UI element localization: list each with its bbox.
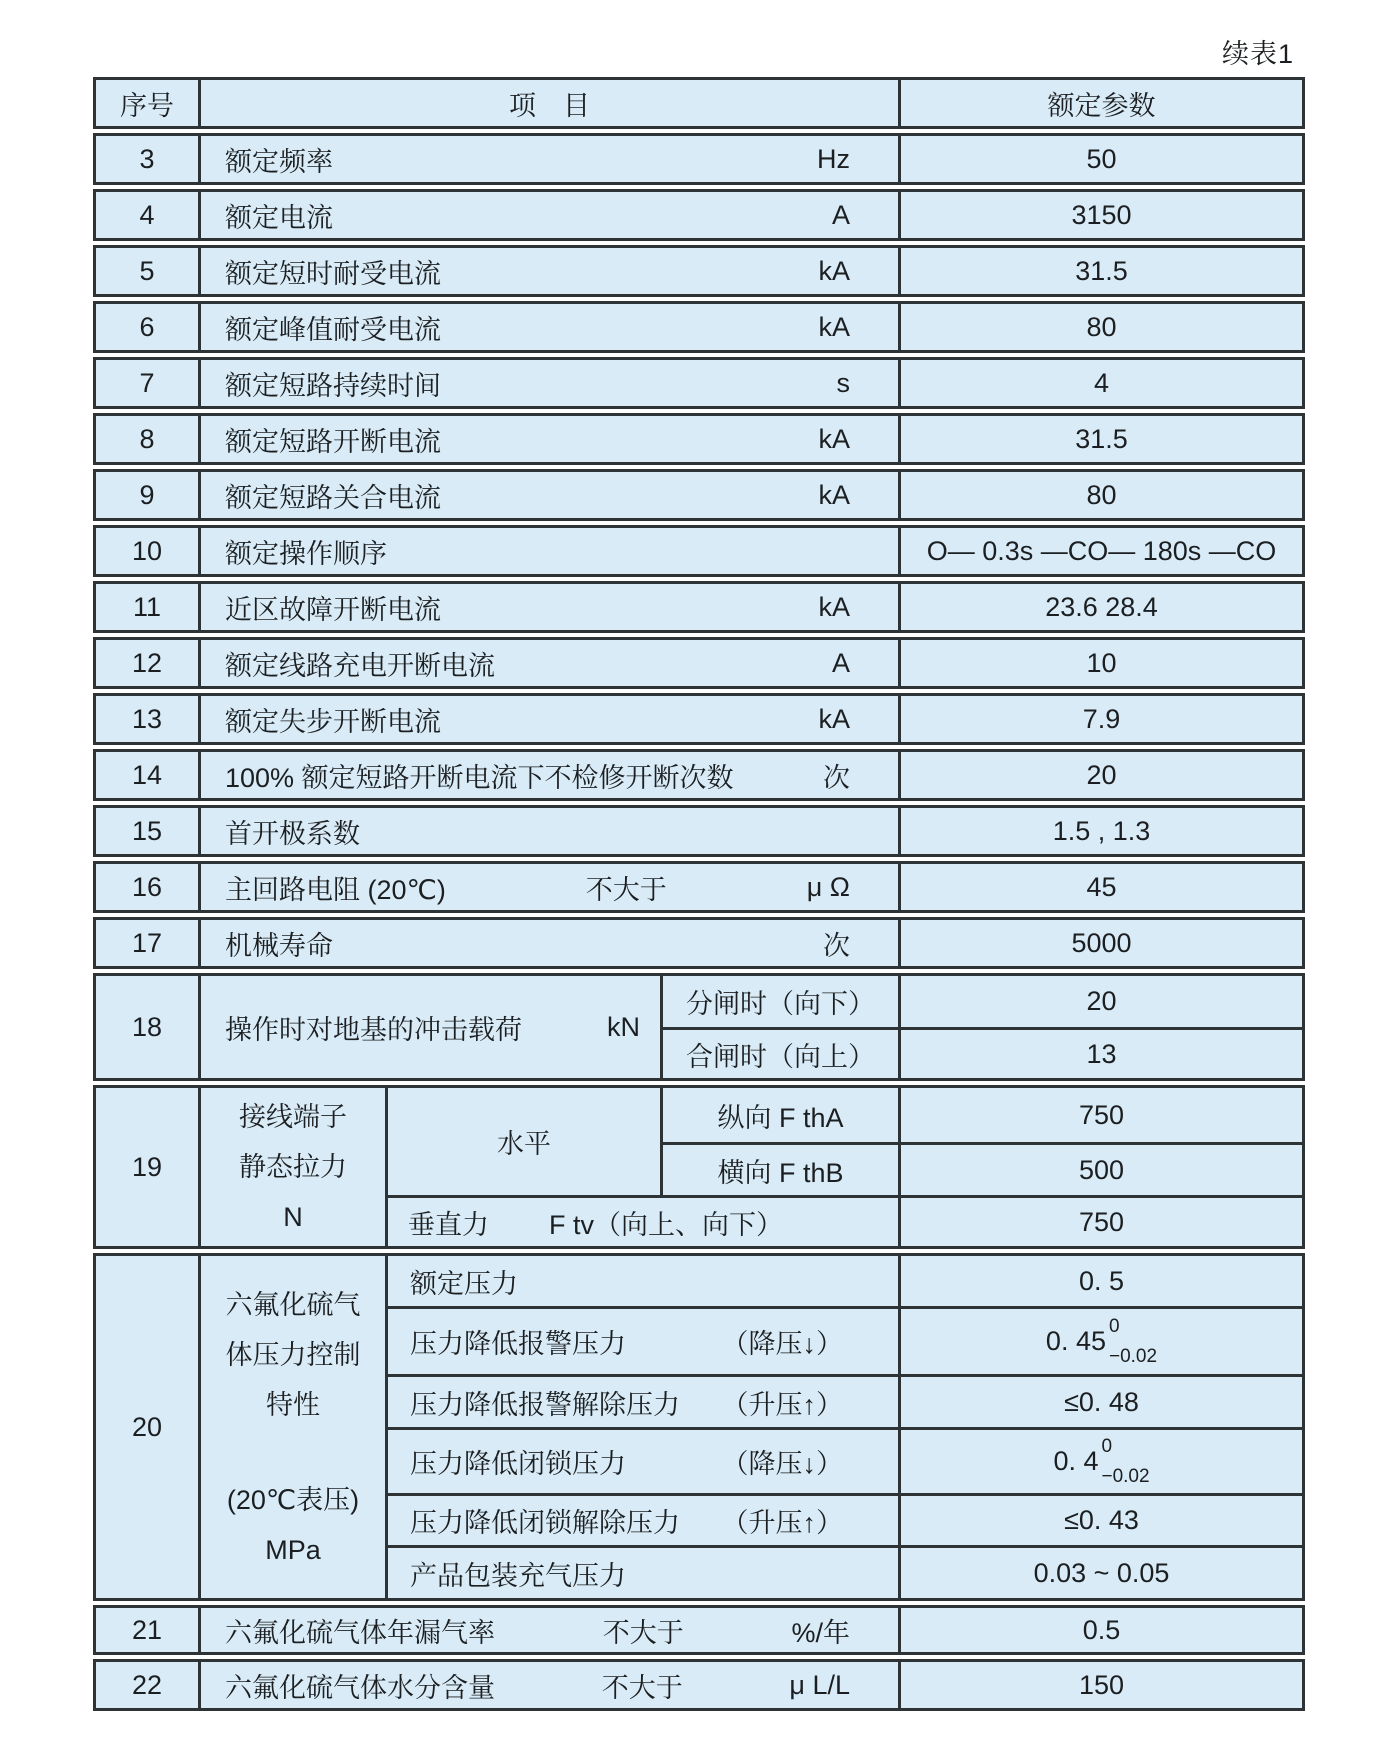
tolerance-upper: 0: [1101, 1435, 1113, 1457]
sub-row-value: 0. 4 0 −0.02: [898, 1427, 1302, 1493]
header-col-item: 项 目: [198, 80, 898, 126]
sub-row-label: 压力降低报警解除压力 （升压↑）: [385, 1374, 898, 1427]
item-unit: kA: [818, 479, 850, 510]
table-row: [93, 1605, 1305, 1655]
item-qualifier: 不大于: [601, 1672, 683, 1703]
row-item-cell: [198, 136, 898, 182]
row-value: 7.9: [898, 696, 1302, 742]
sub-row-label: 分闸时（向下）: [660, 976, 898, 1027]
sub-row-label: 合闸时（向上）: [660, 1027, 898, 1078]
row-item-cell: [198, 640, 898, 686]
table-header-row: [93, 77, 1305, 129]
table-row: [93, 357, 1305, 409]
sub-row-value: 13: [898, 1027, 1302, 1078]
row-item-cell: [198, 304, 898, 350]
sub-row-value: ≤0. 43: [898, 1493, 1302, 1545]
row-group-label: 接线端子 静态拉力 N: [198, 1088, 385, 1246]
item-unit: kN: [607, 1011, 640, 1042]
item-label: 额定短路关合电流: [225, 482, 441, 513]
horizontal-label: 水平: [385, 1088, 660, 1195]
row-number: 8: [139, 423, 155, 454]
table-row: [93, 581, 1305, 633]
table-row: [93, 413, 1305, 465]
row-value: 20: [898, 752, 1302, 798]
item-unit: kA: [818, 311, 850, 342]
item-label: 100% 额定短路开断电流下不检修开断次数: [225, 762, 734, 793]
row-number: 9: [139, 479, 155, 510]
row-item-cell: [198, 920, 898, 966]
sub-row-value: ≤0. 48: [898, 1374, 1302, 1427]
item-label: 六氟化硫气体水分含量: [225, 1672, 495, 1703]
sub-row-label: 纵向 F thA: [660, 1088, 898, 1142]
row-number: 11: [132, 591, 162, 622]
item-unit: A: [831, 199, 850, 230]
sub-row-label: 压力降低报警压力 （降压↓）: [385, 1306, 898, 1374]
table-caption: 续表1: [1221, 39, 1294, 69]
table-row: [93, 861, 1305, 913]
row-number: 21: [131, 1614, 163, 1645]
row-item-cell: [198, 192, 898, 238]
item-unit: Hz: [817, 143, 850, 174]
table-row: [93, 1659, 1305, 1711]
item-unit: kA: [818, 423, 850, 454]
table-row: [93, 189, 1305, 241]
row-value: 4: [898, 360, 1302, 406]
row-value: 31.5: [898, 248, 1302, 294]
item-label: 额定频率: [225, 146, 333, 177]
pressure-note: （升压↑）: [721, 1508, 843, 1538]
sub-row-value: 750: [898, 1195, 1302, 1246]
row-item-cell: [198, 1662, 898, 1708]
table-row-18: [93, 973, 1305, 1081]
row-value: 5000: [898, 920, 1302, 966]
item-unit: μ L/L: [789, 1669, 850, 1700]
tolerance-lower: −0.02: [1101, 1465, 1150, 1487]
row-item-cell: [198, 864, 898, 910]
table-row: [93, 133, 1305, 185]
sub-row-label: 压力降低闭锁解除压力 （升压↑）: [385, 1493, 898, 1545]
row-value: O— 0.3s —CO— 180s —CO: [898, 528, 1302, 574]
row-number: 16: [131, 871, 163, 902]
row-item-cell: [198, 360, 898, 406]
row-number: 3: [139, 143, 155, 174]
row-value: 0.5: [898, 1608, 1302, 1652]
item-unit: %/年: [791, 1617, 850, 1648]
table-row: [93, 525, 1305, 577]
sub-row-label: 产品包装充气压力: [385, 1545, 898, 1598]
item-label: 额定短路持续时间: [225, 370, 441, 401]
row-item-cell: [198, 584, 898, 630]
item-label: 额定电流: [225, 202, 333, 233]
spec-table: [93, 77, 1305, 1711]
table-row-20: [93, 1253, 1305, 1601]
item-unit: kA: [818, 703, 850, 734]
row-item-cell: [198, 976, 660, 1078]
table-row: [93, 917, 1305, 969]
row-number: 10: [131, 535, 163, 566]
row-value: 150: [898, 1662, 1302, 1708]
item-unit: kA: [818, 255, 850, 286]
pressure-note: （降压↓）: [721, 1329, 843, 1359]
item-unit: A: [831, 647, 850, 678]
row-item-cell: [198, 1608, 898, 1652]
sub-row-value: 500: [898, 1142, 1302, 1195]
tolerance-upper: 0: [1108, 1315, 1120, 1337]
vertical-force-label: 垂直力 F tv（向上、向下）: [385, 1195, 898, 1246]
item-unit: μ Ω: [806, 871, 850, 902]
item-label: 近区故障开断电流: [225, 594, 441, 625]
row-number: 22: [131, 1669, 163, 1700]
row-number: 14: [131, 759, 163, 790]
item-label: 额定失步开断电流: [225, 706, 441, 737]
item-label: 主回路电阻 (20℃): [225, 874, 446, 905]
row-number: 4: [139, 199, 155, 230]
row-item-cell: [198, 696, 898, 742]
item-label: 操作时对地基的冲击载荷: [225, 1014, 522, 1045]
table-row: [93, 749, 1305, 801]
row-item-cell: [198, 808, 898, 854]
row-value: 1.5 , 1.3: [898, 808, 1302, 854]
row-value: 23.6 28.4: [898, 584, 1302, 630]
table-row: [93, 637, 1305, 689]
table-row-19: [93, 1085, 1305, 1249]
item-unit: 次: [823, 930, 850, 961]
row-number: 13: [131, 703, 163, 734]
row-item-cell: [198, 248, 898, 294]
row-number: 20: [131, 1411, 163, 1442]
item-label: 额定短时耐受电流: [225, 258, 441, 289]
item-label: 额定操作顺序: [225, 538, 387, 569]
item-label: 额定线路充电开断电流: [225, 650, 495, 681]
row-value: 3150: [898, 192, 1302, 238]
row-number: 6: [139, 311, 155, 342]
table-row: [93, 469, 1305, 521]
sub-row-label: 横向 F thB: [660, 1142, 898, 1195]
table-row: [93, 805, 1305, 857]
item-label: 额定峰值耐受电流: [225, 314, 441, 345]
item-unit: 次: [823, 762, 850, 793]
header-col-param: 额定参数: [898, 80, 1302, 126]
row-value: 10: [898, 640, 1302, 686]
sub-row-value: 750: [898, 1088, 1302, 1142]
item-unit: s: [836, 367, 850, 398]
table-row: [93, 693, 1305, 745]
row-number: 12: [131, 647, 163, 678]
table-row: [93, 245, 1305, 297]
row-value: 80: [898, 304, 1302, 350]
row-number: 5: [139, 255, 155, 286]
row-number: 15: [131, 815, 163, 846]
sub-row-label: 压力降低闭锁压力 （降压↓）: [385, 1427, 898, 1493]
row-value: 45: [898, 864, 1302, 910]
sub-row-value: 0. 5: [898, 1256, 1302, 1306]
row-number: 17: [131, 927, 163, 958]
row-item-cell: [198, 416, 898, 462]
sub-row-label: 额定压力: [385, 1256, 898, 1306]
row-number: 19: [131, 1151, 163, 1182]
row-item-cell: [198, 528, 898, 574]
row-value: 80: [898, 472, 1302, 518]
row-item-cell: [198, 472, 898, 518]
row-value: 31.5: [898, 416, 1302, 462]
pressure-note: （升压↑）: [721, 1389, 843, 1420]
row-number: 18: [131, 1011, 163, 1042]
sub-row-value: 20: [898, 976, 1302, 1027]
item-qualifier: 不大于: [602, 1617, 684, 1648]
pressure-note: （降压↓）: [721, 1449, 843, 1479]
sub-row-value: 0. 45 0 −0.02: [898, 1306, 1302, 1374]
item-qualifier: 不大于: [585, 874, 667, 905]
item-label: 首开极系数: [225, 818, 360, 849]
row-item-cell: [198, 752, 898, 798]
row-group-label: 六氟化硫气 体压力控制 特性 (20℃表压) MPa: [198, 1256, 385, 1598]
sub-row-value: 0.03 ~ 0.05: [898, 1545, 1302, 1598]
item-label: 机械寿命: [225, 930, 333, 961]
item-unit: kA: [818, 591, 850, 622]
row-number: 7: [139, 367, 155, 398]
item-label: 六氟化硫气体年漏气率: [225, 1617, 495, 1648]
table-row: [93, 301, 1305, 353]
tolerance-lower: −0.02: [1108, 1345, 1158, 1367]
row-value: 50: [898, 136, 1302, 182]
header-col-no: 序号: [120, 90, 174, 121]
item-label: 额定短路开断电流: [225, 426, 441, 457]
